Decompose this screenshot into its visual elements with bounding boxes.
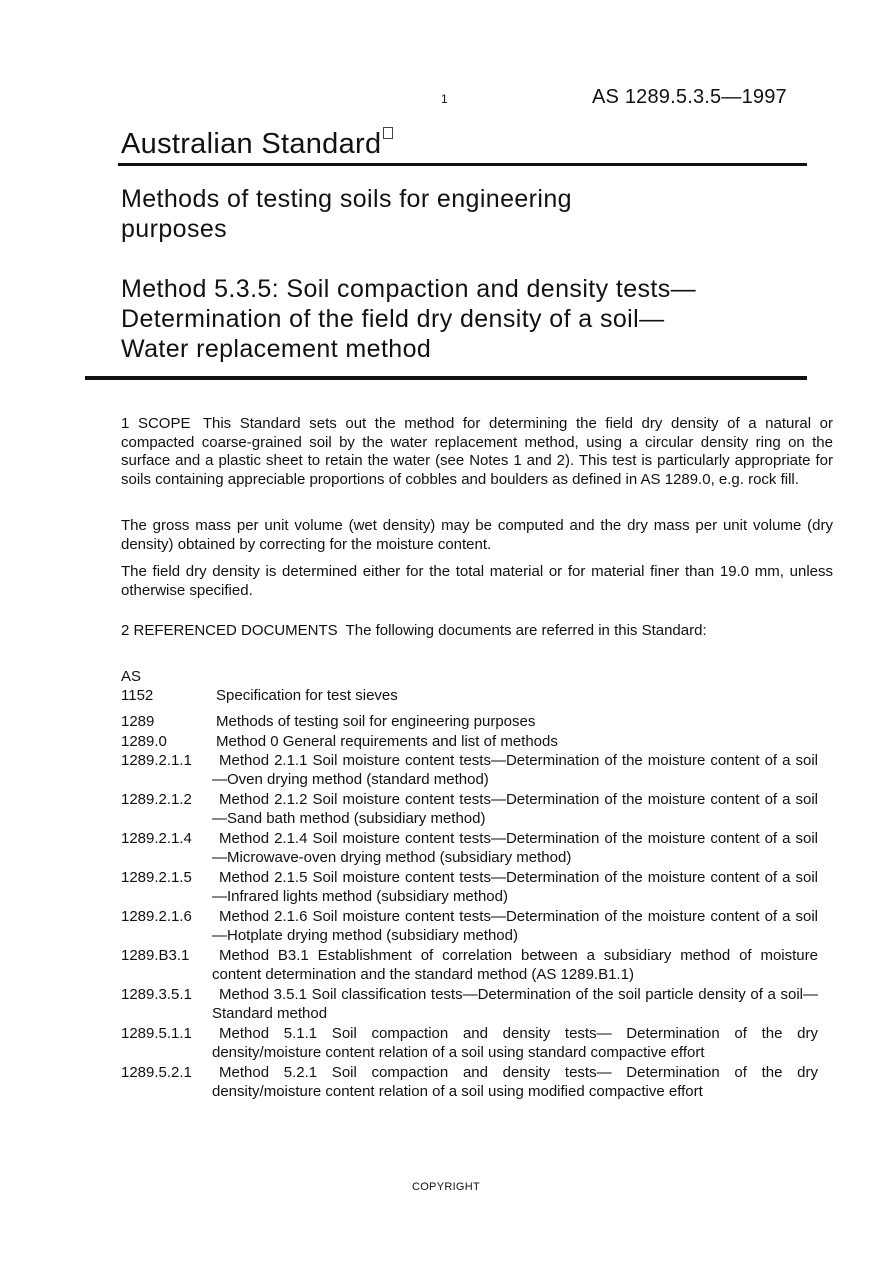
reference-title: Method 0 General requirements and list of methods (216, 733, 558, 750)
reference-item (121, 868, 821, 907)
reference-item (121, 829, 821, 868)
reference-prefix: AS (121, 668, 142, 685)
reference-code: 1289.2.1.6 (121, 908, 192, 925)
top-rule (118, 163, 807, 166)
scope-paragraph (121, 415, 833, 489)
reference-code: 1289.2.1.1 (121, 752, 192, 769)
reference-title: Method 2.1.1 Soil moisture content tests—Determination of the moisture content of a soil—Oven drying method (standard method) (212, 752, 818, 789)
standard-number: AS 1289.5.3.5—1997 (592, 86, 787, 108)
reference-code: 1289.3.5.1 (121, 986, 192, 1003)
reference-item (121, 1063, 821, 1102)
reference-item (121, 751, 821, 790)
bottom-rule (85, 376, 807, 380)
registered-mark-icon (383, 127, 393, 139)
reference-title: Method 5.1.1 Soil compaction and density tests— Determination of the dry density/moisture content relation of a soil using standard compactive effort (212, 1025, 818, 1062)
reference-code: 1152 (121, 687, 154, 704)
reference-code: 1289.5.2.1 (121, 1064, 192, 1081)
scope-heading: 1 SCOPE (121, 415, 191, 432)
wet-density-paragraph: The gross mass per unit volume (wet density) may be computed and the dry mass per unit volume (dry density) obtained by correcting for the moisture content. (121, 517, 833, 553)
reference-title: Method 2.1.2 Soil moisture content tests—Determination of the moisture content of a soil—Sand bath method (subsidiary method) (212, 791, 818, 828)
reference-item (121, 946, 821, 985)
reference-title: Method 2.1.5 Soil moisture content tests—Determination of the moisture content of a soil—Infrared lights method (subsidiary method) (212, 869, 818, 906)
reference-title: Method B3.1 Establishment of correlation between a subsidiary method of moisture content determination and the standard method (AS 1289.B1.1) (212, 947, 818, 984)
reference-code: 1289.5.1.1 (121, 1025, 192, 1042)
reference-code: 1289 (121, 713, 155, 730)
referenced-documents-intro: The following documents are referred in this Standard: (345, 622, 707, 639)
reference-code: 1289.0 (121, 733, 167, 750)
reference-title: Method 3.5.1 Soil classification tests—Determination of the soil particle density of a soil—Standard method (212, 986, 818, 1023)
reference-title: Specification for test sieves (216, 687, 398, 704)
reference-code: 1289.B3.1 (121, 947, 190, 964)
reference-title: Method 2.1.4 Soil moisture content tests—Determination of the moisture content of a soil—Microwave-oven drying method (subsidiary method) (212, 830, 818, 867)
reference-item (121, 732, 821, 751)
field-density-paragraph: The field dry density is determined either for the total material or for material finer than 19.0 mm, unless otherwise specified. (121, 563, 833, 599)
reference-item (121, 686, 821, 705)
reference-code: 1289.2.1.4 (121, 830, 192, 847)
reference-item (121, 790, 821, 829)
reference-title: Methods of testing soil for engineering purposes (216, 713, 536, 730)
reference-item (121, 985, 821, 1024)
brand-title (121, 127, 393, 161)
series-title: Methods of testing soils for engineering purposes (121, 185, 572, 243)
scope-text: This Standard sets out the method for determining the field dry density of a natural or compacted coarse-grained soil by the water replacement method, using a circular density ring on the surface and a plastic sheet to retain the water (see Notes 1 and 2). This test is particularly appropriate for soils containing appreciable proportions of cobbles and boulders as defined in AS 1289.0, e.g. rock fill. (121, 415, 833, 488)
referenced-documents-heading: 2 REFERENCED DOCUMENTS (121, 622, 338, 639)
brand-title-text: Australian Standard (121, 128, 382, 160)
reference-item (121, 712, 821, 731)
method-title: Method 5.3.5: Soil compaction and density tests—Determination of the field dry density of a soil—Water replacement method (121, 275, 697, 363)
referenced-documents-paragraph (121, 622, 794, 641)
reference-code: 1289.2.1.5 (121, 869, 192, 886)
reference-item (121, 907, 821, 946)
reference-title: Method 2.1.6 Soil moisture content tests—Determination of the moisture content of a soil—Hotplate drying method (subsidiary method) (212, 908, 818, 945)
reference-title: Method 5.2.1 Soil compaction and density tests— Determination of the dry density/moisture content relation of a soil using modified compactive effort (212, 1064, 818, 1101)
page-number: 1 (441, 92, 448, 106)
reference-item (121, 1024, 821, 1063)
copyright-footer: COPYRIGHT (411, 1181, 481, 1193)
reference-code: 1289.2.1.2 (121, 791, 192, 808)
